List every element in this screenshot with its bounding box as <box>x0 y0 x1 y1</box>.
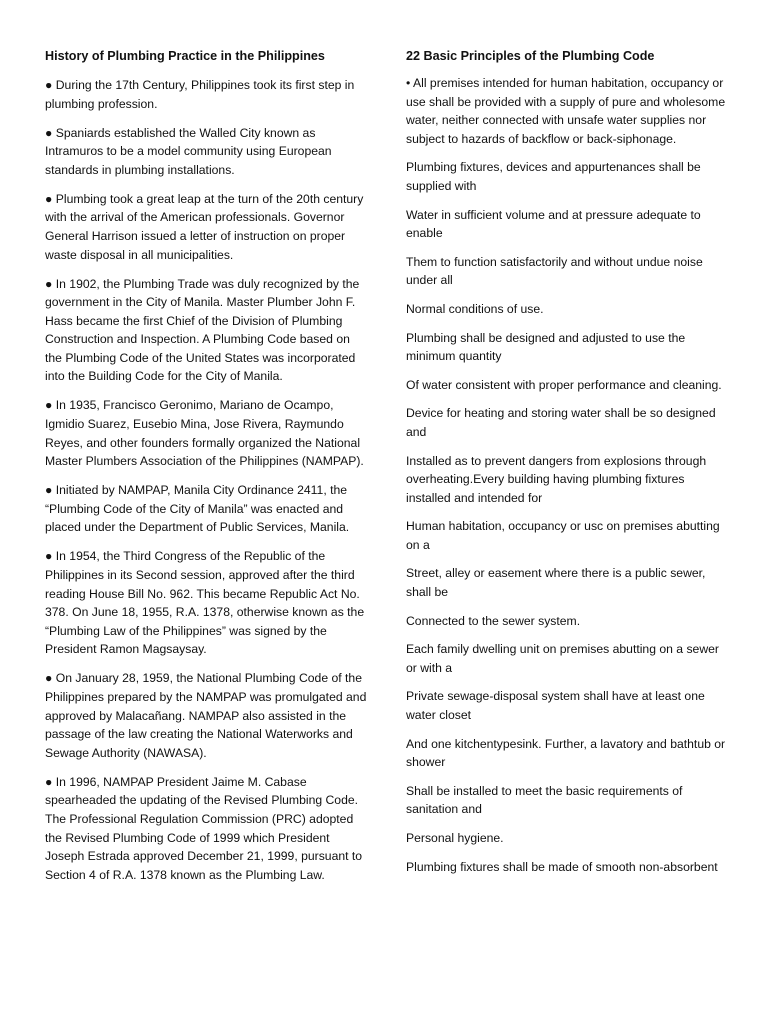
principle-paragraph: Each family dwelling unit on premises abutting on a sewer or with a <box>406 642 719 675</box>
history-paragraph: ● In 1902, the Plumbing Trade was duly recognized by the government in the City of Manila. Master Plumber John F. Hass became the first Chief of the Division of Plumbing Construction and Inspection. A Plumbing Code based on the Plumbing Code of the United States was incorporated into the Building Code for the City of Manila. <box>45 276 360 384</box>
principle-paragraph: Device for heating and storing water shall be so designed and <box>406 406 716 439</box>
principle-paragraph: Shall be installed to meet the basic requirements of sanitation and <box>406 783 683 817</box>
principle-paragraph: Street, alley or easement where there is a public sewer, shall be <box>406 566 706 600</box>
history-paragraph: ● Initiated by NAMPAP, Manila City Ordinance 2411, the “Plumbing Code of the City of Manila” was enacted and placed under the Department of Public Services, Manila. <box>45 483 350 535</box>
history-paragraph: ● Plumbing took a great leap at the turn of the 20th century with the arrival of the American professionals. Governor General Harrison issued a letter of instruction on proper waste disposal in all municipalities. <box>45 191 364 262</box>
principle-paragraph: And one kitchentypesink. Further, a lavatory and bathtub or shower <box>406 736 726 770</box>
principle-paragraph: Normal conditions of use. <box>406 301 544 316</box>
history-title: History of Plumbing Practice in the Philippines <box>45 49 325 63</box>
history-paragraph: ● In 1996, NAMPAP President Jaime M. Cabase spearheaded the updating of the Revised Plumbing Code. The Professional Regulation Commission (PRC) adopted the Revised Plumbing Code of 1999 which President Joseph Estrada approved December 21, 1999, pursuant to Section 4 of R.A. 1378 known as the Plumbing Law. <box>45 774 363 882</box>
principle-paragraph: Them to function satisfactorily and without undue noise under all <box>406 254 703 288</box>
principles-column <box>406 46 726 886</box>
principle-paragraph: Water in sufficient volume and at pressure adequate to enable <box>406 207 701 241</box>
principle-paragraph: Of water consistent with proper performance and cleaning. <box>406 377 722 392</box>
principle-paragraph: Personal hygiene. <box>406 831 504 845</box>
history-paragraph: ● On January 28, 1959, the National Plumbing Code of the Philippines prepared by the NAMPAP was promulgated and approved by Malacañang. NAMPAP also assisted in the passage of the law creating the National Waterworks and Sewage Authority (NAWASA). <box>45 671 367 760</box>
history-paragraph: ● During the 17th Century, Philippines took its first step in plumbing profession. <box>45 78 355 111</box>
principle-paragraph: Human habitation, occupancy or usc on premises abutting on a <box>406 519 720 552</box>
principle-paragraph: Plumbing fixtures shall be made of smooth non-absorbent <box>406 859 718 874</box>
history-paragraph: ● In 1935, Francisco Geronimo, Mariano de Ocampo, Igmidio Suarez, Eusebio Mina, Jose Rivera, Raymundo Reyes, and other founders formally organized the National Master Plumbers Association of the Philippines (NAMPAP). <box>45 398 364 469</box>
principle-paragraph: • All premises intended for human habitation, occupancy or use shall be provided with a supply of pure and wholesome water, neither connected with unsafe water supplies nor subject to hazards of backflow or back-siphonage. <box>406 76 726 146</box>
principle-paragraph: Private sewage-disposal system shall have at least one water closet <box>406 689 705 723</box>
principle-paragraph: Plumbing shall be designed and adjusted to use the minimum quantity <box>406 330 686 364</box>
history-paragraph: ● Spaniards established the Walled City known as Intramuros to be a model community using European standards in plumbing installations. <box>45 125 332 177</box>
principle-paragraph: Plumbing fixtures, devices and appurtenances shall be supplied with <box>406 160 701 193</box>
principles-title: 22 Basic Principles of the Plumbing Code <box>406 49 655 63</box>
history-paragraph: ● In 1954, the Third Congress of the Republic of the Philippines in its Second session, approved after the third reading House Bill No. 962. This became Republic Act No. 378. On June 18, 1955, R.A. 1378, otherwise known as the “Plumbing Law of the Philippines” was signed by the President Ramon Magsaysay. <box>45 549 365 657</box>
principle-paragraph: Installed as to prevent dangers from explosions through overheating.Every building having plumbing fixtures installed and intended for <box>406 453 707 505</box>
history-column <box>45 46 367 895</box>
principle-paragraph: Connected to the sewer system. <box>406 613 581 628</box>
